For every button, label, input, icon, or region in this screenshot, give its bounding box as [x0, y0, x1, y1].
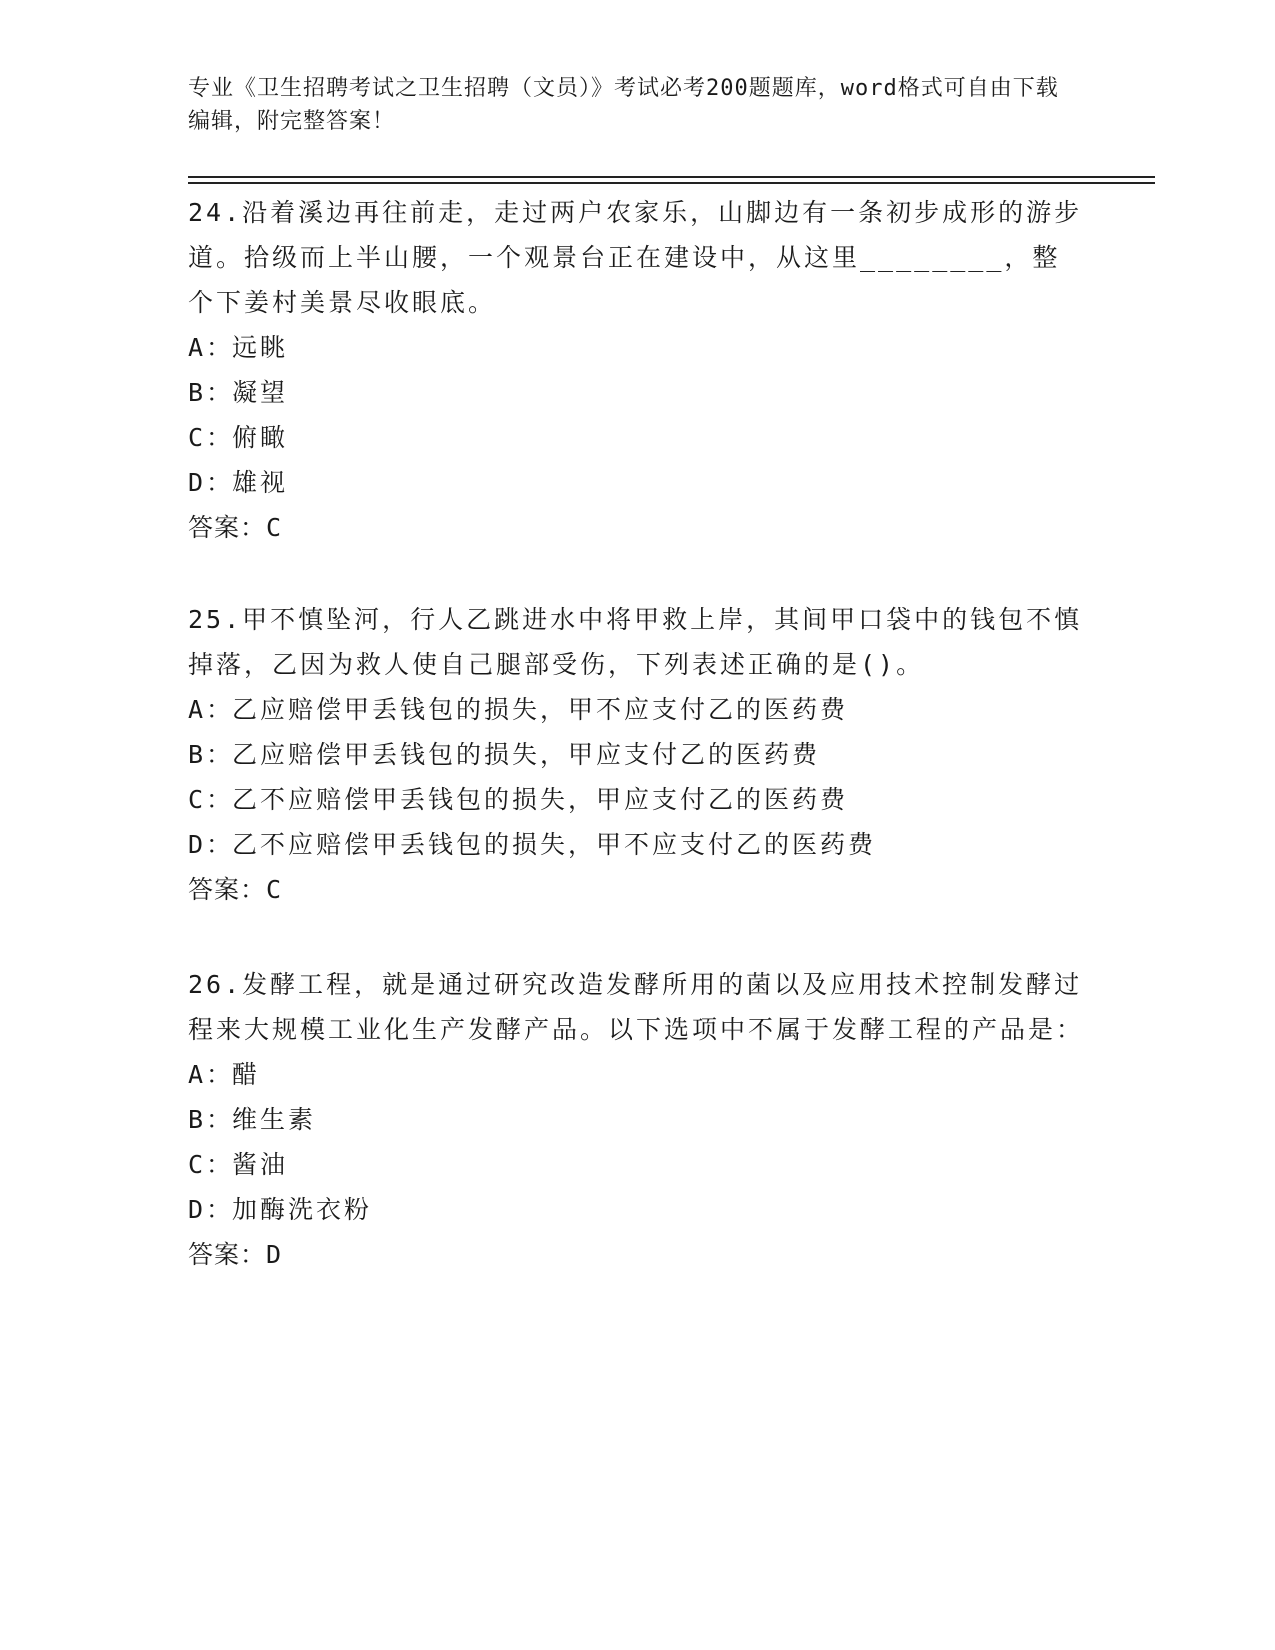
answer-label: 答案：: [188, 1240, 267, 1269]
document-header: 专业《卫生招聘考试之卫生招聘（文员）》考试必考200题题库，word格式可自由下载编辑，附完整答案！: [188, 76, 1059, 134]
answer-line: [188, 505, 1088, 550]
option-d: [188, 460, 1088, 505]
answer-value: C: [266, 875, 283, 904]
option-key: B：: [188, 1105, 235, 1134]
question-24: [188, 190, 1088, 550]
question-25: [188, 597, 1088, 912]
question-stem: 24.沿着溪边再往前走，走过两户农家乐，山脚边有一条初步成形的游步道。拾级而上半山腰，一个观景台正在建设中，从这里________，整个下姜村美景尽收眼底。: [188, 198, 1083, 317]
option-text: 雄视: [232, 468, 289, 497]
option-b: [188, 1097, 1088, 1142]
option-text: 乙不应赔偿甲丢钱包的损失，甲应支付乙的医药费: [232, 785, 849, 814]
option-text: 醋: [232, 1060, 261, 1089]
option-text: 乙应赔偿甲丢钱包的损失，甲应支付乙的医药费: [232, 740, 821, 769]
option-a: [188, 687, 1088, 732]
option-text: 俯瞰: [232, 423, 289, 452]
option-text: 乙不应赔偿甲丢钱包的损失，甲不应支付乙的医药费: [232, 830, 877, 859]
option-key: D：: [188, 1195, 235, 1224]
option-key: C：: [188, 423, 235, 452]
option-key: D：: [188, 468, 235, 497]
option-text: 凝望: [232, 378, 289, 407]
option-text: 乙应赔偿甲丢钱包的损失，甲不应支付乙的医药费: [232, 695, 849, 724]
option-c: [188, 1142, 1088, 1187]
answer-value: D: [266, 1240, 283, 1269]
question-26: [188, 962, 1088, 1277]
option-key: D：: [188, 830, 235, 859]
answer-value: C: [266, 513, 283, 542]
option-d: [188, 1187, 1088, 1232]
answer-label: 答案：: [188, 513, 267, 542]
option-b: [188, 370, 1088, 415]
option-key: C：: [188, 1150, 235, 1179]
option-key: B：: [188, 740, 235, 769]
option-key: C：: [188, 785, 235, 814]
option-key: A：: [188, 333, 235, 362]
option-text: 酱油: [232, 1150, 289, 1179]
answer-label: 答案：: [188, 875, 267, 904]
option-c: [188, 415, 1088, 460]
option-c: [188, 777, 1088, 822]
answer-line: [188, 1232, 1088, 1277]
option-text: 维生素: [232, 1105, 317, 1134]
option-text: 远眺: [232, 333, 289, 362]
answer-line: [188, 867, 1088, 912]
header-divider-top: [188, 176, 1155, 178]
question-stem: 25.甲不慎坠河，行人乙跳进水中将甲救上岸，其间甲口袋中的钱包不慎掉落，乙因为救人使自己腿部受伤，下列表述正确的是()。: [188, 605, 1083, 679]
option-key: B：: [188, 378, 235, 407]
option-key: A：: [188, 1060, 235, 1089]
option-text: 加酶洗衣粉: [232, 1195, 373, 1224]
option-a: [188, 1052, 1088, 1097]
option-d: [188, 822, 1088, 867]
option-a: [188, 325, 1088, 370]
header-divider-bottom: [188, 182, 1155, 184]
question-stem: 26.发酵工程，就是通过研究改造发酵所用的菌以及应用技术控制发酵过程来大规模工业化生产发酵产品。以下选项中不属于发酵工程的产品是：: [188, 970, 1085, 1044]
option-b: [188, 732, 1088, 777]
option-key: A：: [188, 695, 235, 724]
